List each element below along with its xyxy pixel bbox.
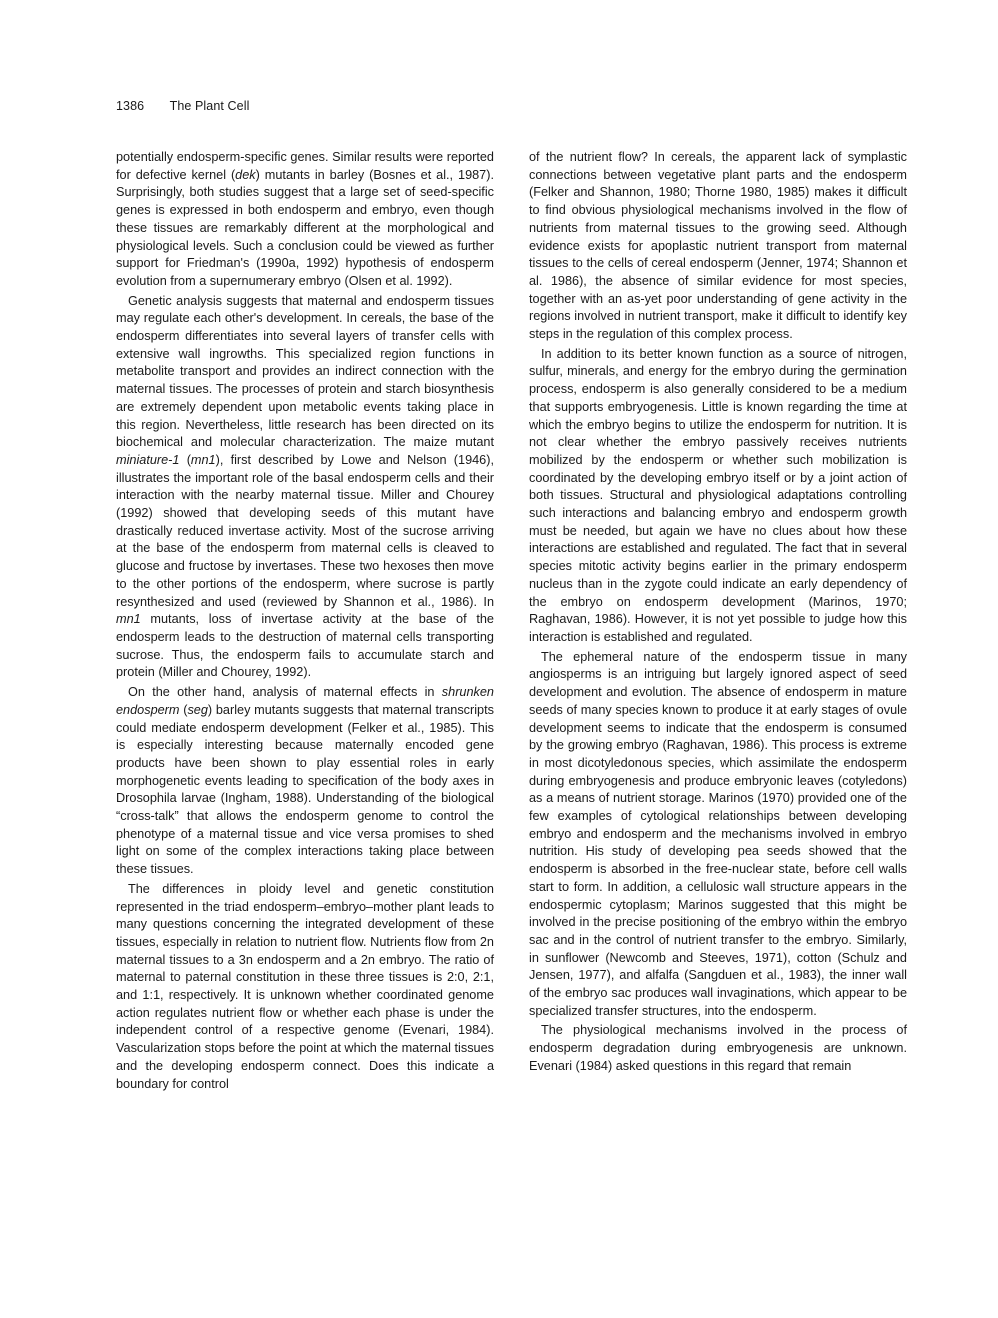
journal-title: The Plant Cell bbox=[169, 99, 250, 113]
body-paragraph bbox=[529, 1022, 907, 1075]
text-run: The ephemeral nature of the endosperm tissue in many angiosperms is an intriguing but largely ignored aspect of seed development and evolution. The absence of endosperm in mature seeds of many species known to produce it at early stages of ovule development seems to indicate that the endosperm is consumed by the growing embryo (Raghavan, 1986). This process is extreme in most dicotyledonous species, which assimilate the endosperm during embryogenesis and produce embryonic leaves (cotyledons) as a means of nutrient storage. Marinos (1970) provided one of the few examples of cytological relationships between developing embryo and endosperm and the mechanisms involved in embryo nutrition. His study of developing pea seeds showed that the endosperm is absorbed in the free-nuclear state, before cell walls start to form. In addition, a cellulosic wall structure appears in the endospermic cytoplasm; Marinos suggested that this might be involved in the precise positioning of the embryo within the embryo sac and in the control of nutrient transfer to the embryo. Similarly, in sunflower (Newcomb and Steeves, 1971), cotton (Schulz and Jensen, 1977), and alfalfa (Sangduen et al., 1983), the inner wall of the embryo sac produces wall invaginations, which appear to be specialized transfer structures, into the endosperm. bbox=[529, 649, 907, 1018]
text-run: The physiological mechanisms involved in the process of endosperm degradation during embryogenesis are unknown. Evenari (1984) asked questions in this regard that remain bbox=[529, 1023, 907, 1073]
page-number: 1386 bbox=[116, 99, 145, 113]
text-run: ( bbox=[179, 452, 191, 467]
running-head bbox=[116, 99, 250, 113]
text-run: mutants, loss of invertase activity at the base of the endosperm leads to the destruction of maternal cells transporting sucrose. Thus, the endosperm fails to accumulate starch and protein (Miller and Chourey, 1992). bbox=[116, 612, 494, 680]
text-run: ( bbox=[179, 702, 188, 717]
body-paragraph bbox=[529, 346, 907, 647]
left-column bbox=[116, 149, 494, 1093]
text-run: In addition to its better known function as a source of nitrogen, sulfur, minerals, and energy for the embryo during the germination process, endosperm is also generally considered to be a medium that supports embryogenesis. Little is known regarding the time at which the embryo begins to utilize the endosperm for nutrition. It is not clear whether the embryo passively receives nutrients mobilized by the endosperm or whether such mobilization is coordinated by the developing embryo itself or by a joint action of both tissues. Structural and physiological adaptations controlling such interactions and balancing embryo and endosperm growth must be needed, but again we have no clues about how these interactions are established and regulated. The fact that in several species mitotic activity begins earlier in the primary endosperm nucleus than in the zygote could indicate an early dependency of the embryo on endosperm development (Marinos, 1970; Raghavan, 1986). However, it is not yet possible to judge how this interaction is established and regulated. bbox=[529, 346, 907, 644]
italic-term: seg bbox=[187, 702, 208, 717]
text-run: ) barley mutants suggests that maternal transcripts could mediate endosperm development (Felker et al., 1985). This is especially interesting because maternally encoded gene products have been shown to play essential roles in early morphogenetic events leading to specification of the body axes in Drosophila larvae (Ingham, 1988). Understanding of the biological “cross-talk” that allows the endosperm genome to control the phenotype of a maternal tissue and vice versa promises to shed light on some of the complex interactions taking place between these tissues. bbox=[116, 702, 494, 877]
italic-term: miniature-1 bbox=[116, 452, 180, 467]
italic-term: shrunken endosperm bbox=[116, 685, 494, 717]
text-run: of the nutrient flow? In cereals, the apparent lack of symplastic connections between vegetative plant parts and the endosperm (Felker and Shannon, 1980; Thorne 1980, 1985) makes it difficult to find obvious physiological mechanisms involved in the flow of nutrients from maternal tissues to the growing seed. Although evidence exists for apoplastic nutrient transport from maternal tissues to the cells of cereal endosperm (Jenner, 1974; Shannon et al. 1986), the absence of similar evidence for most species, together with an as-yet poor understanding of gene activity in the regions involved in nutrient transport, make it difficult to identify key steps in the regulation of this complex process. bbox=[529, 150, 907, 342]
text-run: On the other hand, analysis of maternal effects in bbox=[128, 685, 442, 700]
italic-term: dek bbox=[235, 167, 256, 182]
text-run: The differences in ploidy level and genetic constitution represented in the triad endosperm–embryo–mother plant leads to many questions concerning the integrated development of these tissues, especially in relation to nutrient flow. Nutrients flow from 2n maternal tissues to a 3n endosperm and a 2n embryo. The ratio of maternal to paternal constitution in these three tissues is 2:0, 2:1, and 1:1, respectively. It is unknown whether coordinated genome action regulates nutrient flow or whether each phase is under the independent control of a respective genome (Evenari, 1984). Vascularization stops before the point at which the maternal tissues and the developing endosperm connect. Does this indicate a boundary for control bbox=[116, 881, 494, 1091]
body-paragraph bbox=[116, 293, 494, 682]
body-paragraph bbox=[116, 684, 494, 879]
italic-term: mn1 bbox=[116, 612, 141, 627]
text-run: potentially endosperm-specific genes. Similar results were reported for defective kernel ( bbox=[116, 150, 494, 182]
text-run: ) mutants in barley (Bosnes et al., 1987). Surprisingly, both studies suggest that a large set of seed-specific genes is expressed in both endosperm and embryo, even though these tissues are remarkably different at the morphological and physiological levels. Such a conclusion could be viewed as further support for Friedman's (1990a, 1992) hypothesis of endosperm evolution from a supernumerary embryo (Olsen et al. 1992). bbox=[116, 167, 494, 288]
body-paragraph bbox=[529, 149, 907, 344]
text-run: Genetic analysis suggests that maternal and endosperm tissues may regulate each other's development. In cereals, the base of the endosperm differentiates into several layers of transfer cells with extensive wall ingrowths. This specialized region functions in metabolite transport and provides an indirect connection with the maternal tissues. The processes of protein and starch biosynthesis are extremely dependent upon metabolic events taking place in this region. Nevertheless, little research has been directed on its biochemical and molecular characterization. The maize mutant bbox=[116, 293, 494, 450]
body-paragraph bbox=[116, 881, 494, 1093]
body-paragraph bbox=[116, 149, 494, 291]
right-column bbox=[529, 149, 907, 1076]
text-run: ), first described by Lowe and Nelson (1946), illustrates the important role of the basal endosperm cells and their interaction with the nearby maternal tissue. Miller and Chourey (1992) showed that developing seeds of this mutant have drastically reduced invertase activity. Most of the sucrose arriving at the base of the endosperm from maternal cells is cleaved to glucose and fructose by invertases. These two hexoses then move to the other portions of the endosperm, where sucrose is partly resynthesized and used (reviewed by Shannon et al., 1986). In bbox=[116, 452, 494, 609]
body-paragraph bbox=[529, 649, 907, 1021]
italic-term: mn1 bbox=[190, 452, 216, 467]
